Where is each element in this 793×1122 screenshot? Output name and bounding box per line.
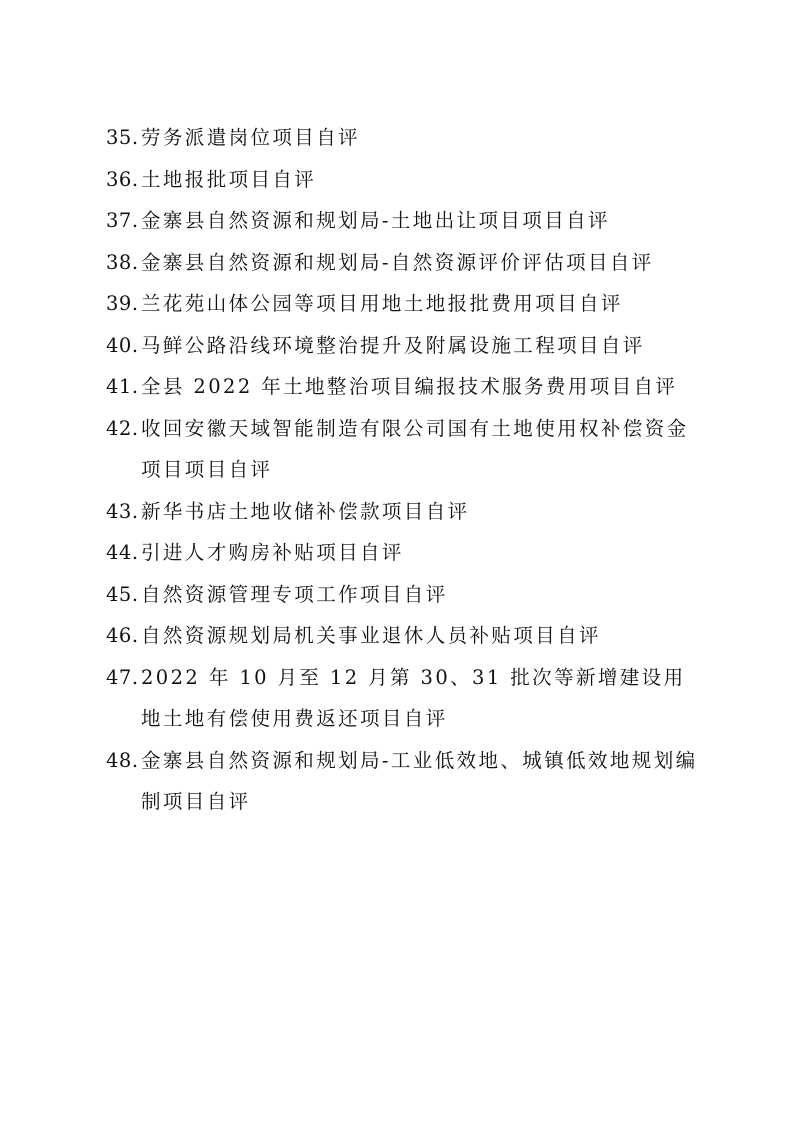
list-item — [106, 491, 706, 533]
list-item — [106, 283, 706, 325]
list-item — [106, 532, 706, 574]
item-text: 自然资源规划局机关事业退休人员补贴项目自评 — [141, 624, 601, 647]
list-item — [106, 200, 706, 242]
list-item — [106, 657, 706, 740]
list-item — [106, 574, 706, 616]
item-number: 44. — [106, 541, 139, 564]
project-list — [106, 117, 706, 823]
item-text: 劳务派遣岗位项目自评 — [141, 126, 361, 149]
list-item — [106, 615, 706, 657]
item-text: 金寨县自然资源和规划局-土地出让项目项目自评 — [141, 209, 610, 232]
item-number: 39. — [106, 292, 139, 315]
item-number: 46. — [106, 624, 139, 647]
item-number: 35. — [106, 126, 139, 149]
list-item — [106, 740, 706, 823]
item-number: 43. — [106, 499, 139, 523]
item-text: 新华书店土地收储补偿款项目自评 — [141, 499, 470, 523]
item-text: 兰花苑山体公园等项目用地土地报批费用项目自评 — [141, 292, 623, 315]
item-text: 金寨县自然资源和规划局-工业低效地、城镇低效地规划编制项目自评 — [141, 748, 698, 813]
item-number: 37. — [106, 209, 139, 232]
item-text: 自然资源管理专项工作项目自评 — [141, 582, 448, 606]
list-item — [106, 117, 706, 159]
list-item — [106, 159, 706, 201]
item-number: 40. — [106, 333, 139, 357]
item-number: 38. — [106, 250, 139, 274]
list-item — [106, 325, 706, 367]
list-item — [106, 366, 706, 408]
item-text: 金寨县自然资源和规划局-自然资源评价评估项目自评 — [141, 250, 654, 274]
item-number: 42. — [106, 416, 139, 440]
item-number: 36. — [106, 167, 139, 191]
item-text: 收回安徽天域智能制造有限公司国有土地使用权补偿资金项目项目自评 — [141, 416, 689, 481]
item-number: 41. — [106, 375, 139, 398]
item-text: 引进人才购房补贴项目自评 — [141, 541, 404, 564]
item-text: 全县 2022 年土地整治项目编报技术服务费用项目自评 — [141, 375, 678, 398]
list-item — [106, 408, 706, 491]
item-number: 45. — [106, 582, 139, 606]
item-text: 2022 年 10 月至 12 月第 30、31 批次等新增建设用地土地有偿使用费返还项目自评 — [141, 665, 686, 730]
item-number: 47. — [106, 665, 139, 689]
item-text: 土地报批项目自评 — [141, 167, 317, 191]
item-number: 48. — [106, 748, 139, 772]
item-text: 马鲜公路沿线环境整治提升及附属设施工程项目自评 — [141, 333, 645, 357]
list-item — [106, 242, 706, 284]
